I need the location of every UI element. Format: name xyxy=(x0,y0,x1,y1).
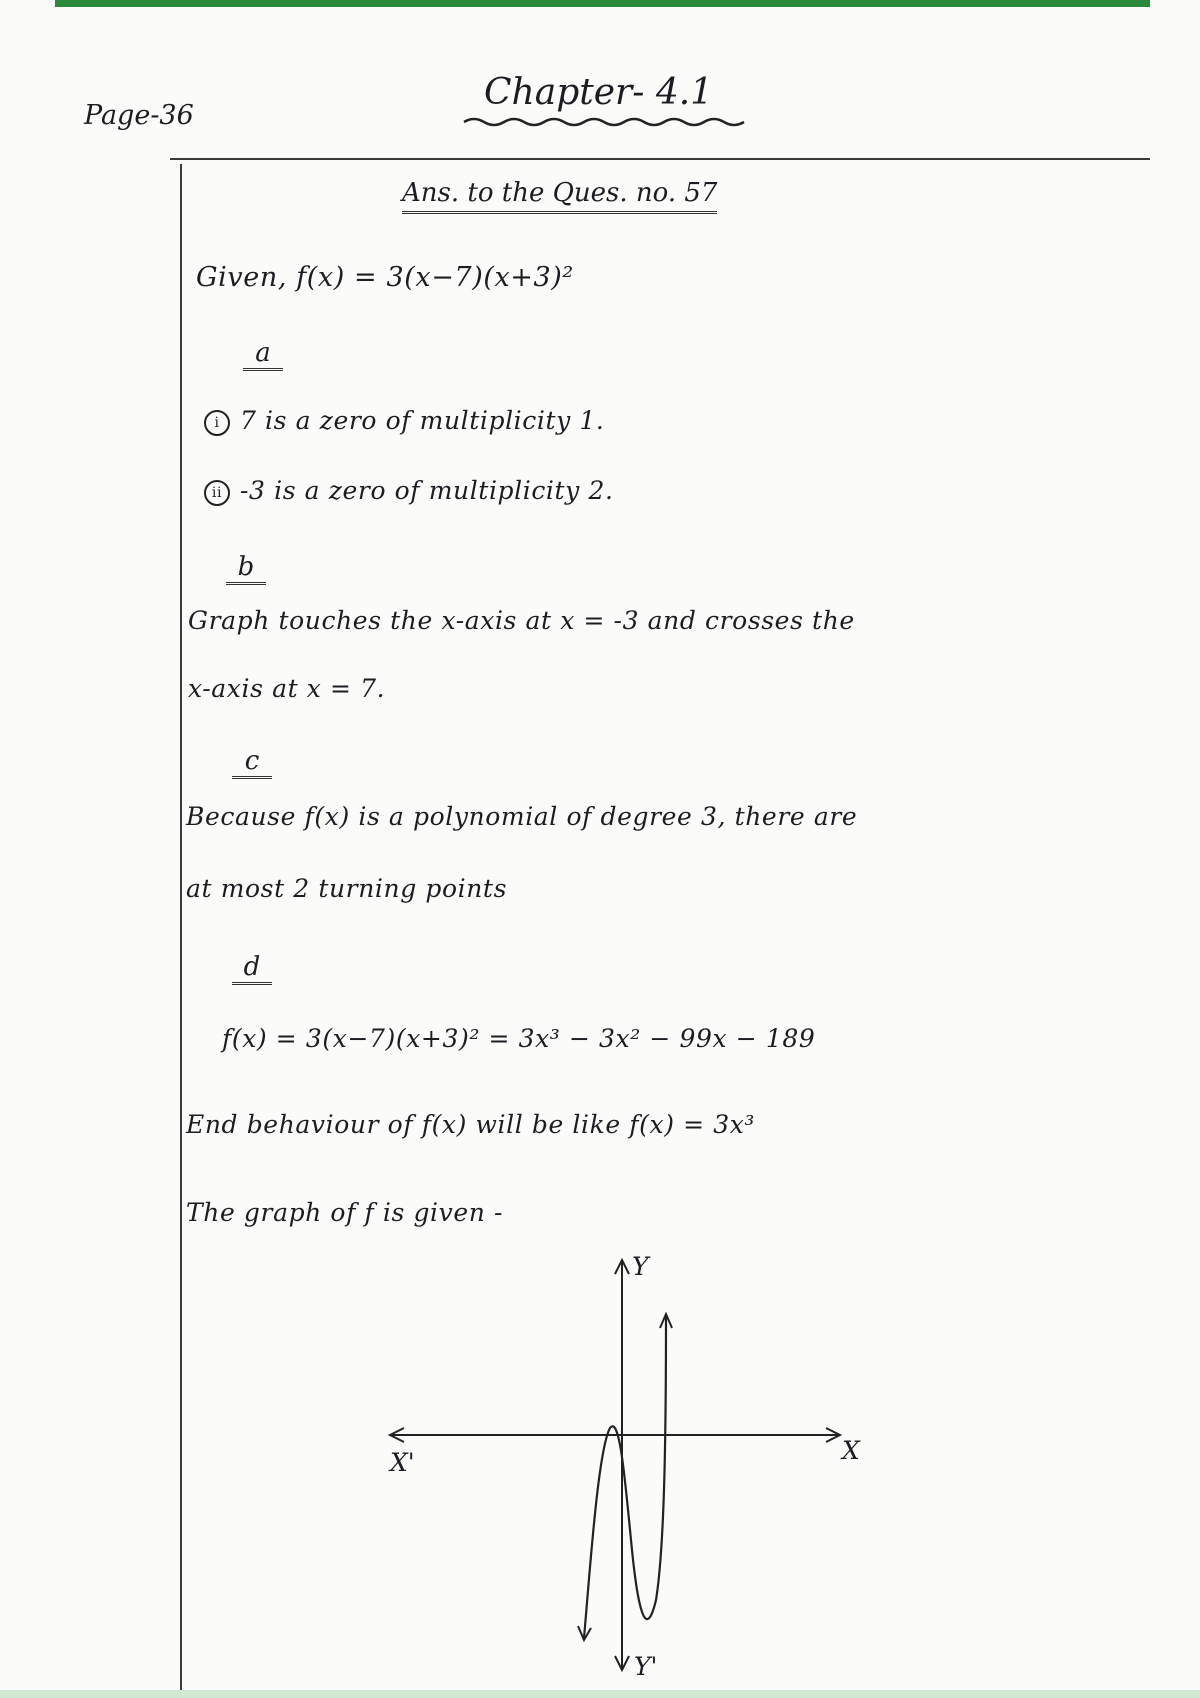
circled-numeral-i: i xyxy=(204,410,230,436)
part-a-item-1-text: 7 is a zero of multiplicity 1. xyxy=(240,406,605,435)
part-a-item-2-text: -3 is a zero of multiplicity 2. xyxy=(240,476,614,505)
cubic-curve xyxy=(584,1315,666,1638)
page-number: Page-36 xyxy=(84,100,194,131)
top-accent-bar xyxy=(55,0,1150,7)
end-behaviour-text: End behaviour of f(x) will be like f(x) = 3x³ xyxy=(186,1110,756,1139)
part-c-line-2: at most 2 turning points xyxy=(186,874,508,903)
part-b-line-1: Graph touches the x-axis at x = -3 and crosses the xyxy=(188,606,855,635)
x-axis-label: X xyxy=(842,1436,860,1465)
circled-numeral-ii: ii xyxy=(204,480,230,506)
part-a-item-1 xyxy=(204,406,604,436)
part-a-item-2 xyxy=(204,476,614,506)
part-c-label: c xyxy=(232,746,272,779)
bottom-accent-bar xyxy=(0,1690,1200,1698)
cubic-sketch-graph xyxy=(370,1250,870,1690)
y-neg-axis-label: Y' xyxy=(634,1652,658,1681)
x-neg-axis-label: X' xyxy=(390,1448,415,1477)
part-b-label: b xyxy=(226,552,266,585)
given-function: Given, f(x) = 3(x−7)(x+3)² xyxy=(196,262,574,293)
chapter-underline xyxy=(462,114,752,128)
margin-rule-vertical xyxy=(180,164,182,1698)
chapter-title: Chapter- 4.1 xyxy=(484,72,714,113)
part-d-label: d xyxy=(232,952,272,985)
part-d-expansion: f(x) = 3(x−7)(x+3)² = 3x³ − 3x² − 99x − 189 xyxy=(222,1024,816,1053)
y-axis-label: Y xyxy=(632,1252,649,1281)
answer-heading: Ans. to the Ques. no. 57 xyxy=(402,178,717,214)
part-b-line-2: x-axis at x = 7. xyxy=(188,674,386,703)
graph-intro-text: The graph of f is given - xyxy=(186,1198,504,1227)
part-c-line-1: Because f(x) is a polynomial of degree 3, there are xyxy=(186,802,858,831)
part-a-label: a xyxy=(243,338,283,371)
margin-rule-horizontal xyxy=(170,158,1150,160)
